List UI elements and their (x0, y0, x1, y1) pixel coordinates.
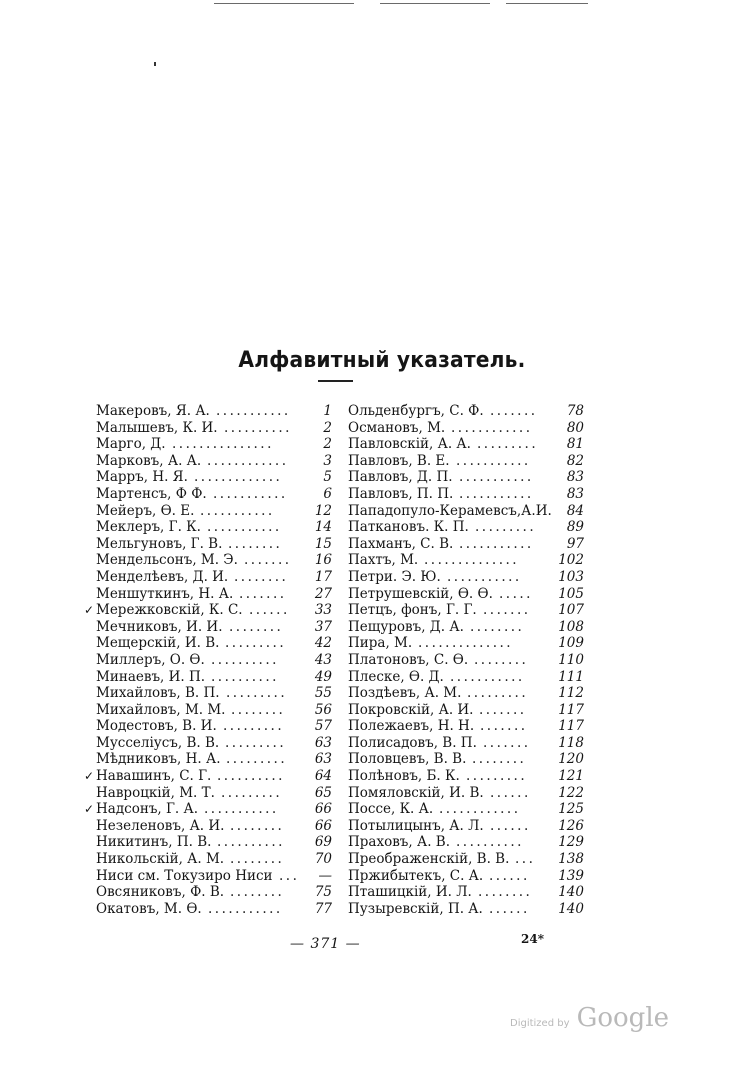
entry-page: 83 (566, 469, 584, 486)
entry-name: Незеленовъ, А. И. (96, 817, 225, 834)
entry-name: Михайловъ, М. М. (96, 701, 226, 718)
entry-name: Павловскій, А. А. (348, 436, 471, 453)
entry-name: Никитинъ, П. В. (96, 834, 212, 851)
dot-leader: ....... (479, 701, 527, 718)
dot-leader: ............. (194, 469, 283, 486)
title-divider (318, 380, 353, 382)
index-entry (348, 685, 584, 702)
index-entry (348, 635, 584, 652)
entry-page: 97 (566, 535, 584, 552)
entry-page: 129 (558, 834, 584, 851)
index-entry (96, 818, 332, 835)
dot-leader: ........... (459, 485, 534, 502)
dot-leader: .......... (217, 834, 285, 851)
entry-name: Пузыревскій, П. А. (348, 900, 483, 917)
index-entry (96, 751, 332, 768)
entry-page: 66 (314, 817, 332, 834)
index-entry (96, 785, 332, 802)
dot-leader: ......... (221, 784, 283, 801)
entry-name: Мѣдниковъ, Н. А. (96, 751, 221, 768)
entry-name: Марръ, Н. Я. (96, 469, 188, 486)
entry-name: Ольденбургъ, С. Ф. (348, 403, 484, 419)
index-entry (96, 486, 332, 503)
entry-page: 139 (558, 867, 584, 884)
entry-page: 15 (314, 535, 332, 552)
entry-page: 89 (566, 519, 584, 536)
entry-name: Паткановъ. К. П. (348, 519, 469, 536)
dot-leader: ........ (231, 701, 286, 718)
index-entry (348, 768, 584, 785)
entry-name: Навашинъ, С. Г. (96, 768, 212, 785)
entry-name: Петцъ, фонъ, Г. Г. (348, 602, 477, 619)
entry-name: Надсонъ, Г. А. (96, 801, 199, 818)
dot-leader: ........ (474, 651, 529, 668)
dot-leader: ........ (234, 568, 289, 585)
index-entry (96, 536, 332, 553)
entry-page: 49 (314, 668, 332, 685)
dot-leader: ......... (475, 519, 537, 536)
index-entry (96, 834, 332, 851)
dot-leader: ......... (223, 718, 285, 735)
entry-name: Пржибытекъ, С. А. (348, 867, 484, 884)
entry-page: 81 (566, 436, 584, 453)
dot-leader: ........ (470, 618, 525, 635)
index-entry (348, 884, 584, 901)
entry-page: 37 (314, 618, 332, 635)
digitized-watermark (510, 1003, 669, 1033)
dot-leader: ...... (490, 817, 531, 834)
entry-name: Мусселіусъ, В. В. (96, 734, 220, 751)
stray-ink-mark (154, 62, 156, 66)
page-number: — 371 — (290, 936, 361, 952)
entry-name: Пахманъ, С. В. (348, 535, 454, 552)
index-entry (96, 901, 332, 918)
entry-name: Марковъ, А. А. (96, 452, 202, 469)
entry-page: 107 (558, 602, 584, 619)
entry-page: 126 (558, 817, 584, 834)
top-scan-line (506, 3, 588, 5)
index-entry (348, 602, 584, 619)
dot-leader: ........ (229, 618, 284, 635)
index-entry (84, 768, 332, 785)
index-entry (96, 851, 332, 868)
entry-name: Полѣновъ, Б. К. (348, 768, 460, 785)
dot-leader: ........ (230, 884, 285, 901)
dot-leader: ............ (439, 801, 521, 818)
entry-name: Преображенскій, В. В. (348, 851, 510, 868)
entry-page: 122 (558, 784, 584, 801)
entry-name: Поздѣевъ, А. М. (348, 685, 462, 702)
entry-name: Макеровъ, Я. А. (96, 403, 210, 419)
dot-leader: ...... (489, 867, 530, 884)
index-entry (348, 586, 584, 603)
entry-name: Потылицынъ, А. Л. (348, 817, 484, 834)
index-entry (96, 685, 332, 702)
entry-name: Османовъ, М. (348, 419, 446, 436)
dot-leader: ...... (490, 784, 531, 801)
entry-page: 140 (558, 900, 584, 917)
index-column-right (348, 403, 584, 917)
entry-page: 69 (314, 834, 332, 851)
index-entry (96, 436, 332, 453)
dot-leader: ... (279, 867, 300, 884)
entry-page: 112 (558, 685, 584, 702)
entry-page: 14 (314, 519, 332, 536)
index-entry (96, 586, 332, 603)
index-entry (96, 735, 332, 752)
index-column-left (84, 403, 332, 917)
entry-name: Помяловскій, И. В. (348, 784, 484, 801)
entry-page: 63 (314, 751, 332, 768)
index-entry (348, 718, 584, 735)
entry-page: 65 (314, 784, 332, 801)
entry-page: 33 (314, 602, 332, 619)
entry-name: Никольскій, А. М. (96, 851, 225, 868)
entry-name: Овсяниковъ, Ф. В. (96, 884, 225, 901)
entry-page: 16 (314, 552, 332, 569)
entry-name: Мендельсонъ, М. Э. (96, 552, 238, 569)
dot-leader: ....... (483, 734, 531, 751)
dot-leader: ......... (467, 685, 529, 702)
entry-page: 80 (566, 419, 584, 436)
index-entry (84, 602, 332, 619)
entry-page: 121 (558, 768, 584, 785)
dot-leader: ........... (447, 568, 522, 585)
dot-leader: .......... (456, 834, 524, 851)
entry-name: Мещерскій, И. В. (96, 635, 220, 652)
dot-leader: ............... (172, 436, 274, 453)
signature-mark: 24* (521, 932, 544, 946)
entry-page: 138 (558, 851, 584, 868)
entry-page: 82 (566, 452, 584, 469)
entry-page: 78 (566, 403, 584, 419)
index-entry (96, 569, 332, 586)
dot-leader: ........... (213, 485, 288, 502)
dot-leader: ........... (216, 403, 291, 419)
index-entry (348, 569, 584, 586)
index-entry (348, 619, 584, 636)
index-entry (348, 436, 584, 453)
dot-leader: ....... (483, 602, 531, 619)
entry-name: Полисадовъ, В. П. (348, 734, 477, 751)
dot-leader: ........... (200, 502, 275, 519)
dot-leader: .......... (211, 668, 279, 685)
entry-page: 6 (323, 485, 332, 502)
entry-page: 5 (323, 469, 332, 486)
index-entry (348, 536, 584, 553)
index-entry (96, 868, 332, 885)
entry-page: 3 (323, 452, 332, 469)
entry-name: Мартенсъ, Ф Ф. (96, 485, 207, 502)
dot-leader: ........... (456, 452, 531, 469)
entry-name: Покровскій, А. И. (348, 701, 474, 718)
dot-leader: ........... (459, 535, 534, 552)
dot-leader: .......... (224, 419, 292, 436)
index-entry (96, 453, 332, 470)
dot-leader: .......... (211, 651, 279, 668)
index-entry (96, 552, 332, 569)
dot-leader: ........... (208, 900, 283, 917)
dot-leader: ....... (239, 585, 287, 602)
dot-leader: ......... (466, 768, 528, 785)
index-entry (348, 702, 584, 719)
index-entry (348, 818, 584, 835)
entry-name: Меншуткинъ, Н. А. (96, 585, 234, 602)
entry-page: 27 (314, 585, 332, 602)
dot-leader: ........ (230, 851, 285, 868)
dot-leader: .......... (217, 768, 285, 785)
entry-page: 83 (566, 485, 584, 502)
entry-name: Пташицкій, И. Л. (348, 884, 472, 901)
entry-page: 42 (314, 635, 332, 652)
entry-page: 57 (314, 718, 332, 735)
dot-leader: ...... (249, 602, 290, 619)
dot-leader: ........ (230, 817, 285, 834)
dot-leader: .............. (424, 552, 520, 569)
index-entry (348, 552, 584, 569)
dot-leader: ..... (499, 585, 533, 602)
entry-page: 2 (323, 436, 332, 453)
index-entry (96, 718, 332, 735)
dot-leader: ......... (226, 685, 288, 702)
entry-page: 110 (558, 651, 584, 668)
entry-name: Пира, М. (348, 635, 413, 652)
entry-page: 84 (566, 502, 584, 519)
dot-leader: ......... (477, 436, 539, 453)
entry-name: Марго, Д. (96, 436, 166, 453)
dot-leader: ............ (207, 452, 289, 469)
check-mark: ✓ (84, 802, 95, 817)
dot-leader: ........ (478, 884, 533, 901)
entry-page: 64 (314, 768, 332, 785)
index-entry (348, 851, 584, 868)
entry-page: 117 (558, 718, 584, 735)
dot-leader: ........ (228, 535, 283, 552)
entry-page: 120 (558, 751, 584, 768)
index-entry (96, 469, 332, 486)
entry-name: Мережковскій, К. С. (96, 602, 243, 619)
entry-page: 70 (314, 851, 332, 868)
index-entry (348, 901, 584, 918)
entry-page: 108 (558, 618, 584, 635)
entry-name: Ниси см. Токузиро Ниси (96, 867, 273, 884)
dot-leader: ......... (226, 751, 288, 768)
dot-leader: ......... (225, 734, 287, 751)
entry-name: Навроцкій, М. Т. (96, 784, 215, 801)
entry-name: Плеске, Ѳ. Д. (348, 668, 444, 685)
entry-name: Миллеръ, О. Ѳ. (96, 651, 205, 668)
entry-name: Полежаевъ, Н. Н. (348, 718, 475, 735)
entry-name: Мейеръ, Ѳ. Е. (96, 502, 195, 519)
entry-name: Платоновъ, С. Ѳ. (348, 651, 469, 668)
entry-page: 140 (558, 884, 584, 901)
entry-name: Павловъ, Д. П. (348, 469, 453, 486)
entry-page: 117 (558, 701, 584, 718)
entry-page: 118 (558, 734, 584, 751)
index-entry (96, 669, 332, 686)
index-entry (348, 486, 584, 503)
entry-name: Пахтъ, М. (348, 552, 419, 569)
index-entry (348, 469, 584, 486)
index-entry (348, 652, 584, 669)
entry-page: 55 (314, 685, 332, 702)
entry-name: Пещуровъ, Д. А. (348, 618, 464, 635)
entry-page: 43 (314, 651, 332, 668)
watermark-prefix: Digitized by (510, 1018, 570, 1029)
entry-page: 77 (314, 900, 332, 917)
index-entry (96, 519, 332, 536)
entry-page: 2 (323, 419, 332, 436)
dot-leader: ........ (472, 751, 527, 768)
top-scan-line (380, 3, 490, 5)
dot-leader: ......... (225, 635, 287, 652)
index-entry (348, 453, 584, 470)
index-entry (96, 503, 332, 520)
dot-leader: .............. (418, 635, 514, 652)
entry-page: 17 (314, 568, 332, 585)
entry-page: 111 (558, 668, 584, 685)
entry-name: Петрушевскій, Ѳ. Ѳ. (348, 585, 493, 602)
entry-name: Менделѣевъ, Д. И. (96, 568, 229, 585)
entry-page: 63 (314, 734, 332, 751)
index-entry (348, 785, 584, 802)
dot-leader: ....... (244, 552, 292, 569)
index-entry (348, 519, 584, 536)
dot-leader: ... (515, 851, 536, 868)
entry-name: Павловъ, П. П. (348, 485, 454, 502)
entry-name: Малышевъ, К. И. (96, 419, 218, 436)
entry-name: Модестовъ, В. И. (96, 718, 217, 735)
index-entry (96, 884, 332, 901)
index-entry (348, 669, 584, 686)
entry-page: 102 (558, 552, 584, 569)
index-entry (96, 652, 332, 669)
entry-page: 109 (558, 635, 584, 652)
index-entry (96, 635, 332, 652)
entry-page: 105 (558, 585, 584, 602)
entry-page: — (318, 867, 332, 884)
index-entry (348, 420, 584, 437)
entry-page: 103 (558, 568, 584, 585)
entry-page: 12 (314, 502, 332, 519)
top-scan-line (214, 3, 354, 5)
index-entry (348, 403, 584, 420)
entry-name: Пападопуло-Керамевсъ,А.И. (348, 502, 552, 519)
index-entry (96, 420, 332, 437)
index-entry (348, 735, 584, 752)
dot-leader: ...... (489, 900, 530, 917)
dot-leader: ....... (480, 718, 528, 735)
entry-page: 56 (314, 701, 332, 718)
watermark-brand: Google (576, 1003, 670, 1033)
index-entry (348, 801, 584, 818)
entry-page: 66 (314, 801, 332, 818)
dot-leader: ........... (207, 519, 282, 536)
index-entry (96, 619, 332, 636)
index-entry (96, 702, 332, 719)
entry-page: 125 (558, 801, 584, 818)
index-entry (96, 403, 332, 420)
dot-leader: ........... (459, 469, 534, 486)
dot-leader: ............ (451, 419, 533, 436)
index-entry (348, 868, 584, 885)
entry-name: Минаевъ, И. П. (96, 668, 206, 685)
entry-name: Мельгуновъ, Г. В. (96, 535, 223, 552)
dot-leader: ........... (204, 801, 279, 818)
entry-page: 75 (314, 884, 332, 901)
entry-name: Праховъ, А. В. (348, 834, 450, 851)
check-mark: ✓ (84, 603, 95, 618)
entry-name: Половцевъ, В. В. (348, 751, 467, 768)
entry-page: 1 (323, 403, 332, 419)
entry-name: Окатовъ, М. Ѳ. (96, 900, 202, 917)
dot-leader: ........... (450, 668, 525, 685)
index-entry (348, 751, 584, 768)
entry-name: Михайловъ, В. П. (96, 685, 220, 702)
index-entry (84, 801, 332, 818)
check-mark: ✓ (84, 769, 95, 784)
entry-name: Петри. Э. Ю. (348, 568, 441, 585)
index-entry (348, 503, 584, 520)
entry-name: Мечниковъ, И. И. (96, 618, 223, 635)
page-title: Алфавитный указатель. (238, 347, 526, 373)
index-entry (348, 834, 584, 851)
dot-leader: ....... (490, 403, 538, 419)
entry-name: Павловъ, В. Е. (348, 452, 450, 469)
entry-name: Поссе, К. А. (348, 801, 434, 818)
entry-name: Меклеръ, Г. К. (96, 519, 201, 536)
